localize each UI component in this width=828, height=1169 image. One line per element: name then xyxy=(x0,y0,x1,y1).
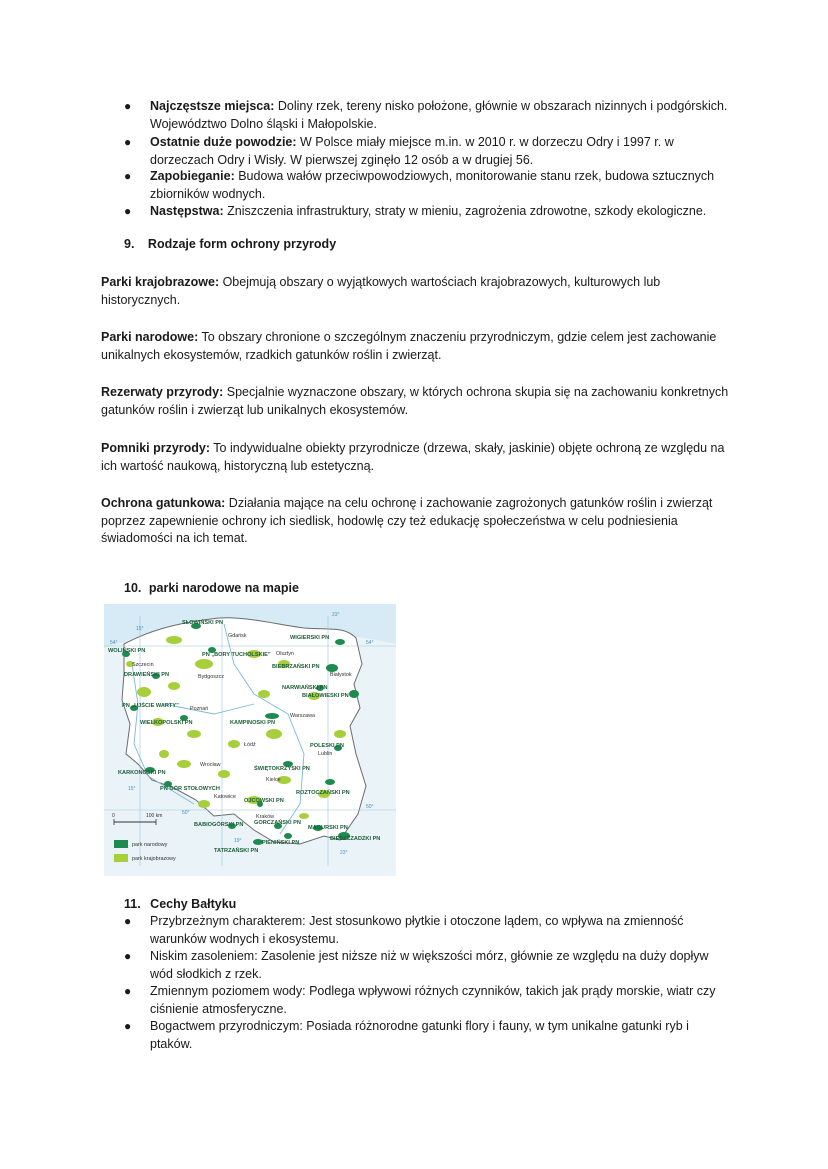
park-label: GORCZAŃSKI PN xyxy=(254,820,301,826)
paragraph-label: Parki krajobrazowe: xyxy=(101,275,220,289)
park-label: WIGIERSKI PN xyxy=(290,635,330,641)
park-label: BIAŁOWIESKI PN xyxy=(302,693,349,699)
bullet-item xyxy=(124,913,734,949)
paragraph-label: Ochrona gatunkowa: xyxy=(101,496,226,510)
park-label: BIESZCZADZKI PN xyxy=(330,836,381,842)
section-number: 11. xyxy=(124,897,141,911)
bullet-text xyxy=(150,98,740,133)
bullet-body: W Polsce miały miejsce m.in. w 2010 r. w dorzeczu Odry i 1997 r. w dorzeczach Odry i Wisły. W pierwszej zginęło 12 osób a w drugiej 56. xyxy=(150,135,674,167)
city-label: Kraków xyxy=(256,814,274,820)
city-label: Gdańsk xyxy=(228,633,247,639)
park-label: TATRZAŃSKI PN xyxy=(214,848,259,854)
park-label: KARKONOSKI PN xyxy=(118,770,166,776)
scale-label: 0 xyxy=(112,813,115,819)
park-label: WIELKOPOLSKI PN xyxy=(140,720,193,726)
degree-label: 23° xyxy=(340,850,348,856)
bullet-dot: ● xyxy=(124,914,132,928)
park-label: ŚWIĘTOKRZYSKI PN xyxy=(254,766,310,772)
park-label: BIEBRZAŃSKI PN xyxy=(272,664,320,670)
park-label: WOLIŃSKI PN xyxy=(108,648,146,654)
bullet-body: Budowa wałów przeciwpowodziowych, monitorowanie stanu rzek, budowa sztucznych zbiorników wodnych. xyxy=(150,169,715,201)
park-label: POLESKI PN xyxy=(310,743,344,749)
bullet-label: Następstwa: xyxy=(150,204,224,218)
degree-label: 23° xyxy=(332,612,340,618)
paragraph-body: Specjalnie wyznaczone obszary, w których ochrona skupia się na zachowaniu konkretnych gatunków roślin i zwierząt lub unikalnych ekosystemów. xyxy=(101,385,729,417)
city-label: Katowice xyxy=(214,794,236,800)
bullet-dot: ● xyxy=(124,135,132,149)
bullet-item xyxy=(124,983,734,1019)
bullet-text: Zmiennym poziomem wody: Podlega wpływowi różnych czynników, takich jak prądy morskie, wiatr czy ciśnienie atmosferyczne. xyxy=(150,984,716,1016)
park-label: MAGURSKI PN xyxy=(308,825,348,831)
bullet-item xyxy=(124,1018,734,1054)
bullet-text: Przybrzeżnym charakterem: Jest stosunkowo płytkie i otoczone lądem, co wpływa na zmienność warunków wodnych i ekosystemu. xyxy=(150,914,684,946)
section-heading xyxy=(124,581,299,595)
section-number: 10. xyxy=(124,581,142,595)
national-parks-map xyxy=(104,604,396,876)
park-label: DRAWIEŃSKI PN xyxy=(124,672,170,678)
park-label: SŁOWIŃSKI PN xyxy=(182,620,224,626)
degree-label: 15° xyxy=(136,626,144,632)
paragraph-body: To indywidualne obiekty przyrodnicze (drzewa, skały, jaskinie) objęte ochroną ze względu na ich wartość naukową, historyczną lub estetyczną. xyxy=(101,441,725,473)
park-label: PN „BORY TUCHOLSKIE” xyxy=(202,652,271,658)
section-heading xyxy=(124,897,236,911)
paragraph-body: To obszary chronione o szczególnym znaczeniu przyrodniczym, gdzie celem jest zachowanie unikalnych ekosystemów, rzadkich gatunków roślin i zwierząt. xyxy=(101,330,717,362)
section-title: Cechy Bałtyku xyxy=(150,897,237,911)
bullet-label: Zapobieganie: xyxy=(150,169,235,183)
section-title: Rodzaje form ochrony przyrody xyxy=(147,237,337,251)
paragraph xyxy=(101,384,731,419)
bullet-dot: ● xyxy=(124,99,132,113)
paragraph-body: Działania mające na celu ochronę i zachowanie zagrożonych gatunków roślin i zwierząt poprzez zapewnienie ochrony ich siedlisk, hodowlę czy też edukację społeczeństwa w celu podniesienia świadomości na ich temat. xyxy=(101,496,713,545)
bullet-text xyxy=(150,134,740,169)
bullet-text: Niskim zasoleniem: Zasolenie jest niższe niż w większości mórz, głównie ze względu na duży dopływ wód słodkich z rzek. xyxy=(150,949,709,981)
city-label: Warszawa xyxy=(290,713,315,719)
bullet-item xyxy=(124,948,734,984)
section-heading xyxy=(124,237,336,251)
paragraph xyxy=(101,440,731,475)
paragraph xyxy=(101,495,731,548)
park-label: BABIOGÓRSKI PN xyxy=(194,822,244,828)
bullet-body: Zniszczenia infrastruktury, straty w mieniu, zagrożenia zdrowotne, szkody ekologiczne. xyxy=(223,204,707,218)
section-number: 9. xyxy=(124,237,135,251)
bullet-item xyxy=(124,134,734,170)
bullet-text xyxy=(150,168,740,203)
bullet-dot: ● xyxy=(124,1019,132,1033)
city-label: Bydgoszcz xyxy=(198,674,225,680)
city-label: Szczecin xyxy=(132,662,154,668)
park-label: NARWIAŃSKI PN xyxy=(282,685,328,691)
degree-label: 54° xyxy=(366,640,374,646)
city-label: Poznań xyxy=(190,706,209,712)
bullet-body: Doliny rzek, tereny nisko położone, głównie w obszarach nizinnych i podgórskich. Województwo Dolno śląski i Małopolskie. xyxy=(150,99,728,131)
park-label: PIENIŃSKI PN xyxy=(262,840,300,846)
bullet-dot: ● xyxy=(124,949,132,963)
city-label: Łódź xyxy=(244,742,256,748)
paragraph-label: Pomniki przyrody: xyxy=(101,441,211,455)
city-label: Białystok xyxy=(330,672,352,678)
legend-swatch-national xyxy=(114,840,128,848)
bullet-label: Najczęstsze miejsca: xyxy=(150,99,275,113)
legend-label: park krajobrazowy xyxy=(132,856,176,862)
park-label: KAMPINOSKI PN xyxy=(230,720,276,726)
degree-label: 50° xyxy=(366,804,374,810)
legend-label: park narodowy xyxy=(132,842,168,848)
city-label: Kielce xyxy=(266,777,281,783)
degree-label: 54° xyxy=(110,640,118,646)
city-label: Olsztyn xyxy=(276,651,294,657)
park-label: ROZTOCZAŃSKI PN xyxy=(296,790,350,796)
degree-label: 15° xyxy=(128,786,136,792)
bullet-item xyxy=(124,98,734,134)
bullet-text: Bogactwem przyrodniczym: Posiada różnorodne gatunki flory i fauny, w tym unikalne gatunki ryb i ptaków. xyxy=(150,1019,689,1051)
bullet-dot: ● xyxy=(124,169,132,183)
paragraph xyxy=(101,274,731,309)
city-label: Wrocław xyxy=(200,762,221,768)
degree-label: 50° xyxy=(182,810,190,816)
bullet-label: Ostatnie duże powodzie: xyxy=(150,135,297,149)
paragraph-body: Obejmują obszary o wyjątkowych wartościach krajobrazowych, kulturowych lub historycznych. xyxy=(101,275,661,307)
scale-label: 100 km xyxy=(146,813,163,819)
paragraph xyxy=(101,329,731,364)
city-label: Lublin xyxy=(318,751,333,757)
bullet-text xyxy=(150,203,740,221)
park-label: OJCOWSKI PN xyxy=(244,798,284,804)
legend-swatch-landscape xyxy=(114,854,128,862)
park-label: PN GÓR STOŁOWYCH xyxy=(160,786,220,792)
bullet-dot: ● xyxy=(124,984,132,998)
paragraph-label: Parki narodowe: xyxy=(101,330,199,344)
bullet-dot: ● xyxy=(124,204,132,218)
section-title: parki narodowe na mapie xyxy=(148,581,299,595)
paragraph-label: Rezerwaty przyrody: xyxy=(101,385,224,399)
degree-label: 19° xyxy=(234,838,242,844)
bullet-item xyxy=(124,168,734,204)
park-label: PN „UJŚCIE WARTY” xyxy=(122,703,179,709)
bullet-item xyxy=(124,203,734,221)
